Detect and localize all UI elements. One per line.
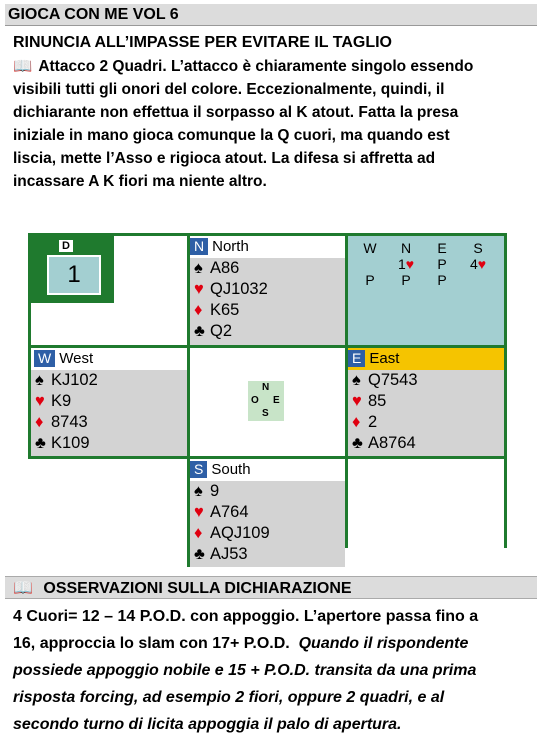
spade-icon: ♠ xyxy=(352,371,361,389)
west-hearts: K9 xyxy=(51,392,72,410)
bid-header: E xyxy=(437,240,447,256)
north-name: North xyxy=(212,238,249,255)
north-seat-label: N xyxy=(190,238,208,255)
book-icon: 📖 xyxy=(13,580,33,597)
bidding-box xyxy=(345,236,504,345)
hand-subtitle: RINUNCIA ALL’IMPASSE PER EVITARE IL TAGLIO xyxy=(13,34,392,51)
bid xyxy=(460,272,496,288)
heart-icon: ♥ xyxy=(194,280,204,298)
east-spades: Q7543 xyxy=(368,371,418,389)
club-icon: ♣ xyxy=(194,545,205,563)
book-icon: 📖 xyxy=(13,58,33,75)
spade-icon: ♠ xyxy=(194,482,203,500)
intro-line: 📖 Attacco 2 Quadri. L’attacco è chiaramente singolo essendo xyxy=(13,55,535,78)
table-center xyxy=(187,348,345,456)
page-title: GIOCA CON ME VOL 6 xyxy=(8,6,179,23)
bid-header: S xyxy=(473,240,483,256)
diamond-icon: ♦ xyxy=(352,413,361,431)
west-name: West xyxy=(59,350,94,367)
bid: 4♥ xyxy=(469,256,487,272)
diamond-icon: ♦ xyxy=(194,301,203,319)
diamond-icon: ♦ xyxy=(194,524,203,542)
spade-icon: ♠ xyxy=(194,259,203,277)
observations-header xyxy=(5,576,537,599)
bid xyxy=(352,256,388,272)
bid-header: N xyxy=(400,240,412,256)
intro-line: iniziale in mano gioca comunque la Q cuori, ma quando est xyxy=(13,127,450,144)
board-number: 1 xyxy=(47,255,101,295)
bid: P xyxy=(365,272,375,288)
east-seat-label: E xyxy=(348,350,365,367)
east-name: East xyxy=(369,350,400,367)
obs-line: 16, approccia lo slam con 17+ P.O.D. Quando il rispondente xyxy=(13,635,469,652)
heart-icon: ♥ xyxy=(352,392,362,410)
north-clubs: Q2 xyxy=(210,322,233,340)
board-number-cell xyxy=(28,233,187,345)
east-diamonds: 2 xyxy=(368,413,378,431)
south-clubs: AJ53 xyxy=(210,545,248,563)
intro-line: dichiarante non effettua il sorpasso al K atout. Fatta la presa xyxy=(13,104,459,121)
south-hand xyxy=(187,459,345,567)
south-seat-label: S xyxy=(190,461,207,478)
dealer-label: D xyxy=(59,240,73,252)
west-hand xyxy=(28,348,187,456)
observations-paragraph xyxy=(13,603,535,738)
club-icon: ♣ xyxy=(194,322,205,340)
north-hand xyxy=(187,236,345,345)
west-seat-label: W xyxy=(34,350,55,367)
west-diamonds: 8743 xyxy=(51,413,88,431)
club-icon: ♣ xyxy=(352,434,363,452)
bid: P xyxy=(401,272,411,288)
obs-line: secondo turno di licita appoggia il palo di apertura. xyxy=(13,716,402,733)
page-header xyxy=(5,4,537,26)
bid: P xyxy=(437,272,447,288)
intro-line: incassare A K fiori ma niente altro. xyxy=(13,173,267,190)
east-hand xyxy=(345,348,504,456)
west-spades: KJ102 xyxy=(51,371,98,389)
north-hearts: QJ1032 xyxy=(210,280,268,298)
diamond-icon: ♦ xyxy=(35,413,44,431)
obs-line: risposta forcing, ad esempio 2 fiori, oppure 2 quadri, e al xyxy=(13,689,445,706)
south-diamonds: AQJ109 xyxy=(210,524,270,542)
heart-icon: ♥ xyxy=(194,503,204,521)
intro-paragraph xyxy=(13,55,535,193)
compass-rose: N O E S xyxy=(248,381,284,421)
deal-diagram xyxy=(28,233,507,563)
intro-line: liscia, mette l’Asso e rigioca atout. La difesa si affretta ad xyxy=(13,150,436,167)
bid: 1♥ xyxy=(397,256,415,272)
heart-icon: ♥ xyxy=(35,392,45,410)
heart-icon: ♥ xyxy=(477,256,487,272)
club-icon: ♣ xyxy=(35,434,46,452)
bid: P xyxy=(437,256,447,272)
north-spades: A86 xyxy=(210,259,240,277)
spade-icon: ♠ xyxy=(35,371,44,389)
intro-line: visibili tutti gli onori del colore. Eccezionalmente, quindi, il xyxy=(13,81,445,98)
observations-title: OSSERVAZIONI SULLA DICHIARAZIONE xyxy=(43,580,352,597)
obs-line: 4 Cuori= 12 – 14 P.O.D. con appoggio. L’apertore passa fino a xyxy=(13,608,479,625)
south-spades: 9 xyxy=(210,482,220,500)
bid-header: W xyxy=(363,240,377,256)
east-clubs: A8764 xyxy=(368,434,416,452)
obs-line: possiede appoggio nobile e 15 + P.O.D. transita da una prima xyxy=(13,662,477,679)
heart-icon: ♥ xyxy=(405,256,415,272)
south-name: South xyxy=(211,461,251,478)
west-clubs: K109 xyxy=(51,434,90,452)
south-hearts: A764 xyxy=(210,503,249,521)
north-diamonds: K65 xyxy=(210,301,240,319)
east-hearts: 85 xyxy=(368,392,387,410)
